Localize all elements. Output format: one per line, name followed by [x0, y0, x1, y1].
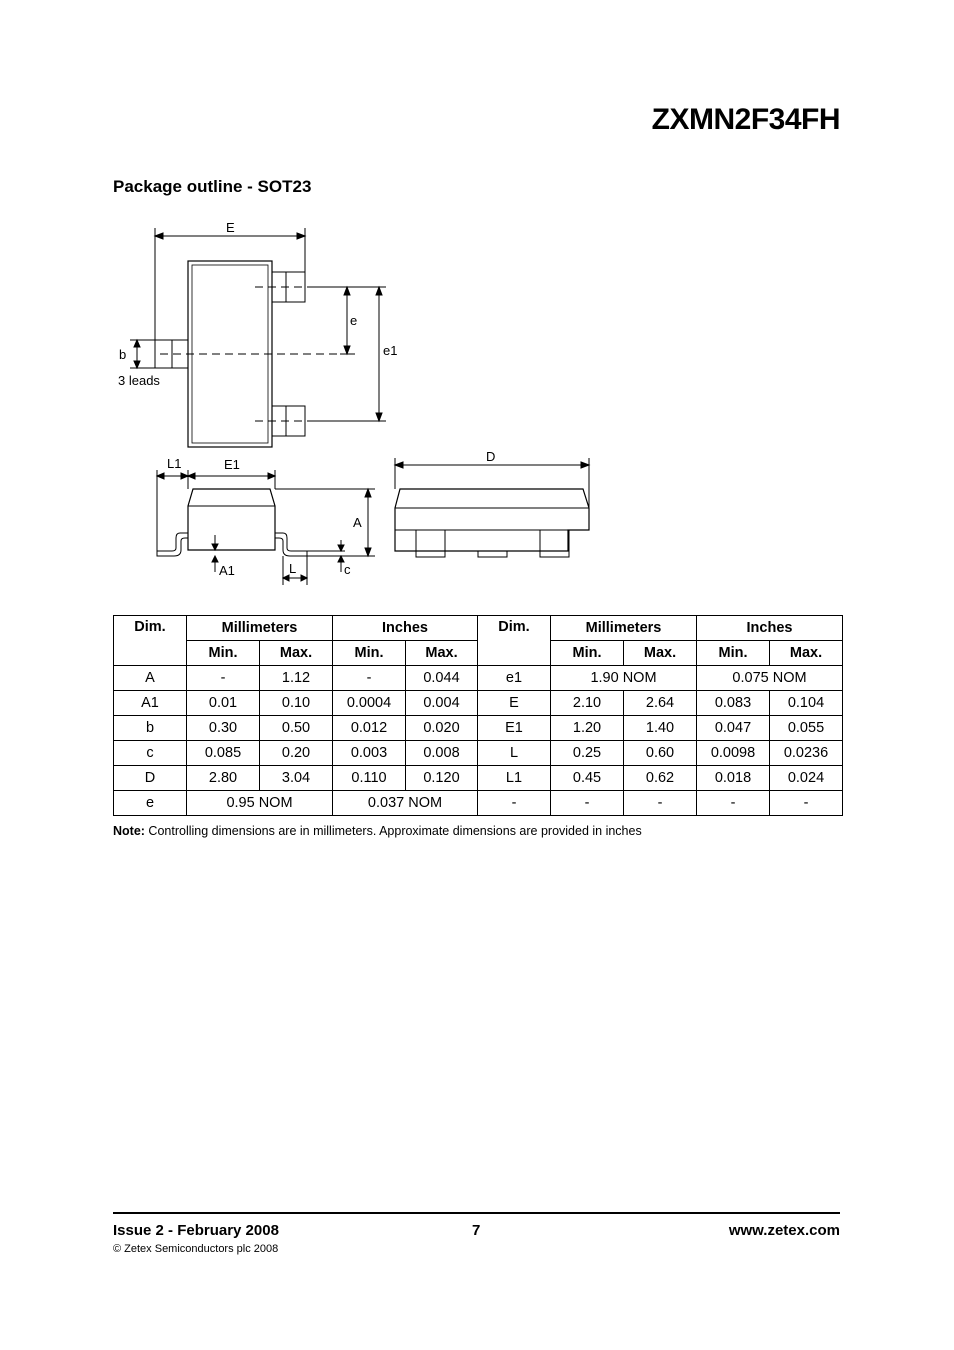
table-row: [114, 741, 843, 766]
table-cell: E: [478, 691, 551, 716]
table-cell: -: [478, 791, 551, 816]
table-cell: 0.0098: [697, 741, 770, 766]
label-b: b: [119, 347, 127, 362]
table-cell: 1.90 NOM: [551, 666, 697, 691]
header-inches: Inches: [697, 616, 843, 641]
label-E1: E1: [224, 457, 240, 472]
label-3-leads: 3 leads: [118, 373, 160, 388]
table-cell: -: [187, 666, 260, 691]
header-min: Min.: [697, 641, 770, 666]
side-view-lead-left: [157, 533, 188, 556]
part-number: ZXMN2F34FH: [651, 103, 840, 136]
label-E: E: [226, 220, 235, 235]
table-cell: 2.10: [551, 691, 624, 716]
table-cell: 0.085: [187, 741, 260, 766]
header-max: Max.: [624, 641, 697, 666]
note-label: Note:: [113, 824, 145, 838]
table-cell: 0.083: [697, 691, 770, 716]
header-max: Max.: [260, 641, 333, 666]
table-row: [114, 716, 843, 741]
label-A: A: [353, 515, 362, 530]
table-cell: 0.012: [333, 716, 406, 741]
section-title: Package outline - SOT23: [113, 177, 312, 196]
table-cell: L: [478, 741, 551, 766]
side-view-lead-right: [275, 533, 307, 556]
note-text: Controlling dimensions are in millimeters. Approximate dimensions are provided in inches: [144, 824, 642, 838]
table-cell: -: [333, 666, 406, 691]
footer-url[interactable]: www.zetex.com: [728, 1222, 840, 1239]
table-cell: 3.04: [260, 766, 333, 791]
table-cell: 0.0004: [333, 691, 406, 716]
table-cell: 0.20: [260, 741, 333, 766]
table-cell: 0.30: [187, 716, 260, 741]
package-outline-drawing: [0, 0, 954, 600]
label-e: e: [350, 313, 358, 328]
table-cell: 0.01: [187, 691, 260, 716]
table-cell: 0.25: [551, 741, 624, 766]
label-A1: A1: [219, 563, 235, 578]
footer-divider: [113, 1212, 840, 1214]
table-cell: 2.64: [624, 691, 697, 716]
table-header-row: [114, 616, 843, 641]
table-cell: D: [114, 766, 187, 791]
table-cell: 0.95 NOM: [187, 791, 333, 816]
table-row: [114, 791, 843, 816]
table-cell: 2.80: [187, 766, 260, 791]
table-cell: 0.110: [333, 766, 406, 791]
table-cell: 0.037 NOM: [333, 791, 478, 816]
table-cell: 0.120: [406, 766, 478, 791]
table-note: [113, 824, 642, 838]
side-view-body: [188, 489, 275, 550]
table-cell: -: [697, 791, 770, 816]
table-cell: 1.12: [260, 666, 333, 691]
label-L: L: [289, 561, 297, 576]
table-cell: 0.60: [624, 741, 697, 766]
table-cell: e: [114, 791, 187, 816]
table-row: [114, 691, 843, 716]
header-inches: Inches: [333, 616, 478, 641]
table-cell: A1: [114, 691, 187, 716]
table-cell: 0.004: [406, 691, 478, 716]
table-cell: 0.62: [624, 766, 697, 791]
header-millimeters: Millimeters: [187, 616, 333, 641]
header-max: Max.: [406, 641, 478, 666]
header-dim: Dim.: [114, 616, 187, 666]
header-min: Min.: [333, 641, 406, 666]
label-c: c: [344, 562, 351, 577]
table-cell: 0.10: [260, 691, 333, 716]
table-cell: A: [114, 666, 187, 691]
table-cell: -: [551, 791, 624, 816]
table-cell: 0.003: [333, 741, 406, 766]
table-cell: c: [114, 741, 187, 766]
table-cell: -: [624, 791, 697, 816]
table-cell: 0.024: [770, 766, 843, 791]
table-cell: 0.018: [697, 766, 770, 791]
end-view-lead-3: [540, 530, 569, 557]
footer-issue: Issue 2 - February 2008: [113, 1222, 279, 1239]
label-D: D: [486, 449, 496, 464]
table-row: [114, 766, 843, 791]
table-cell: 1.20: [551, 716, 624, 741]
table-cell: e1: [478, 666, 551, 691]
end-view-body: [395, 489, 589, 551]
table-cell: b: [114, 716, 187, 741]
table-row: [114, 666, 843, 691]
page-number: 7: [472, 1222, 481, 1239]
end-view-lead-2: [478, 551, 507, 557]
table-cell: L1: [478, 766, 551, 791]
table-cell: 0.020: [406, 716, 478, 741]
table-cell: E1: [478, 716, 551, 741]
header-max: Max.: [770, 641, 843, 666]
table-cell: 0.008: [406, 741, 478, 766]
table-cell: 0.0236: [770, 741, 843, 766]
header-min: Min.: [187, 641, 260, 666]
header-millimeters: Millimeters: [551, 616, 697, 641]
label-e1: e1: [383, 343, 398, 358]
table-cell: 0.50: [260, 716, 333, 741]
header-dim: Dim.: [478, 616, 551, 666]
footer-copyright: © Zetex Semiconductors plc 2008: [113, 1243, 279, 1255]
table-cell: 1.40: [624, 716, 697, 741]
end-view-lead-1: [416, 530, 445, 557]
table-cell: 0.047: [697, 716, 770, 741]
table-cell: 0.104: [770, 691, 843, 716]
table-cell: 0.45: [551, 766, 624, 791]
header-min: Min.: [551, 641, 624, 666]
table-cell: 0.055: [770, 716, 843, 741]
table-cell: -: [770, 791, 843, 816]
table-cell: 0.044: [406, 666, 478, 691]
table-cell: 0.075 NOM: [697, 666, 843, 691]
dimensions-table: [113, 615, 843, 816]
label-L1: L1: [167, 456, 182, 471]
